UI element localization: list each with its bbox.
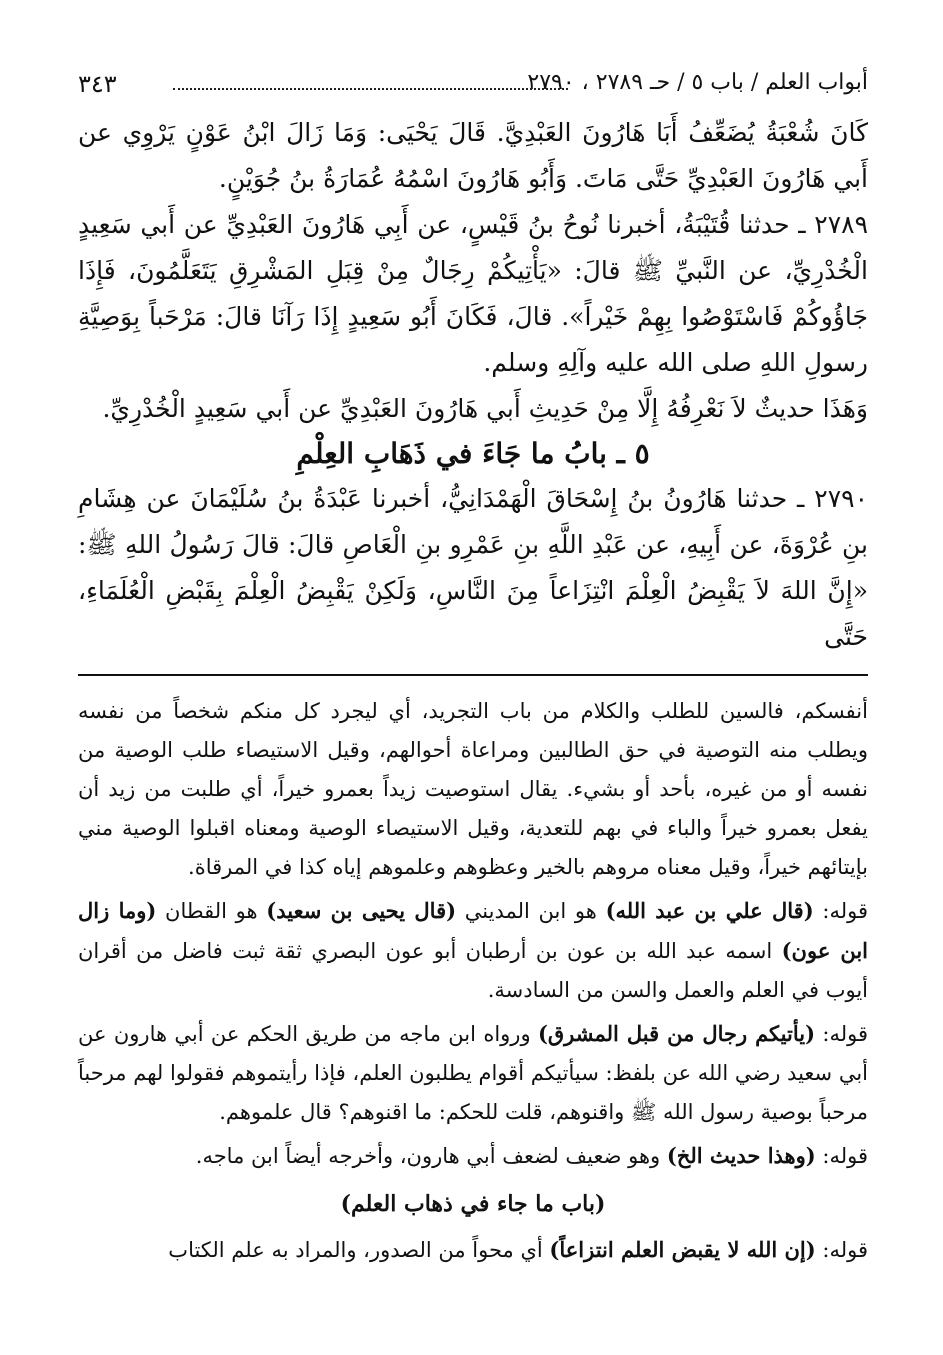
bold-quote: (وما زال ابن عون) <box>78 898 869 963</box>
bold-quote: (يأتيكم رجال من قبل المشرق) <box>537 1021 816 1046</box>
note-text: أي محواً من الصدور، والمراد به علم الكتاب <box>168 1238 550 1262</box>
hadith-2789: ٢٧٨٩ ـ حدثنا قُتَيْبَةُ، أخبرنا نُوحُ بنُ قَيْسٍ، عن أَبِي هَارُونَ العَبْدِيِّ عن أَبي سَعِيدٍ الْخُدْرِيِّ، عن النَّبيِّ ﷺ قالَ: «يَأْتِيكُمْ رِجَالٌ مِنْ قِبَلِ المَشْرِقِ يَتَعَلَّمُونَ، فَإِذَا جَاؤُوكُمْ فَاسْتَوْصُوا بِهِمْ خَيْراً». قالَ، فَكَانَ أَبُو سَعِيدٍ إِذَا رَآنَا قالَ: مَرْحَباً بِوَصِيَّةِ رسولِ اللهِ صلى الله عليه وآلِهِ وسلم. <box>78 210 868 377</box>
lead-text: قوله: <box>813 899 869 923</box>
hadith-2790: ٢٧٩٠ ـ حدثنا هَارُونُ بنُ إِسْحَاقَ الْهَمْدَانِيُّ، أخبرنا عَبْدَةُ بنُ سُلَيْمَانَ عن هِشَامِ بنِ عُرْوَةَ، عن أَبِيهِ، عن عَبْدِ اللَّهِ بنِ عَمْرِو بنِ الْعَاصِ قالَ: قالَ رَسُولُ اللهِ ﷺ: «إِنَّ اللهَ لاَ يَقْبِضُ الْعِلْمَ انْتِزَاعاً مِنَ النَّاسِ، وَلَكِنْ يَقْبِضُ الْعِلْمَ بِقَبْضِ الْعُلَمَاءِ، حَتَّى <box>78 484 868 651</box>
commentary-paragraph-1: أنفسكم، فالسين للطلب والكلام من باب التجريد، أي ليجرد كل منكم شخصاً من نفسه ويطلب منه التوصية في حق الطالبين ومراعاة أحوالهم، وقيل الاستيصاء طلب الوصية من نفسه أو من غيره، بأحد أو بشيء. يقال استوصيت زيداً بعمرو خيراً، أي طلبت من زيد أن يفعل بعمرو خيراً والباء في بهم للتعدية، وقيل الاستيصاء الوصية ومعناه اقبلوا الوصية مني بإيتائهم خيراً، وقيل معناه مروهم بالخير وعظوهم وعلموهم إياه كذا في المرقاة. <box>78 699 868 879</box>
lead-text: قوله: <box>815 1022 868 1046</box>
note-text: وهو ضعيف لضعف أبي هارون، وأخرجه أيضاً ابن ماجه. <box>195 1144 667 1168</box>
bold-quote: (إن الله لا يقبض العلم انتزاعاً) <box>549 1237 816 1262</box>
footnote-divider <box>78 674 868 676</box>
header-dotted-leader <box>173 88 568 90</box>
note-text: ورواه ابن ماجه من طريق الحكم عن أبي هارون عن أبي سعيد رضي الله عن بلفظ: سيأتيكم أقوام يطلبون العلم، فإذا رأيتموهم فقولوا لهم مرحباً مرحباً بوصية رسول الله ﷺ واقنوهم، قلت للحكم: ما اقنوهم؟ قال علموهم. <box>78 1022 868 1124</box>
book-page <box>78 66 868 1274</box>
main-text <box>78 110 868 660</box>
commentary-paragraph-4 <box>78 1136 868 1176</box>
commentary-paragraph-2 <box>78 891 868 1010</box>
lead-text: قوله: <box>815 1144 868 1168</box>
bold-quote: (وهذا حديث الخ) <box>666 1143 816 1168</box>
bold-quote: (قال يحيى بن سعيد) <box>266 898 457 923</box>
main-paragraph-1: كَانَ شُعْبَةُ يُضَعِّفُ أَبَا هَارُونَ العَبْدِيَّ. قَالَ يَحْيَى: وَمَا زَالَ ابْنُ عَوْنٍ يَرْوِي عن أَبي هَارُونَ العَبْدِيِّ حَتَّى مَاتَ. وَأَبُو هَارُونَ اسْمُهُ عُمَارَةُ بنُ جُوَيْنٍ. <box>78 118 868 193</box>
lead-text: قوله: <box>815 1238 868 1262</box>
commentary-heading: (باب ما جاء في ذهاب العلم) <box>340 1191 606 1217</box>
header-title: أبواب العلم / باب ٥ / حـ ٢٧٨٩ ، ٢٧٩٠ <box>527 70 868 95</box>
note-text: هو ابن المديني <box>456 899 606 923</box>
commentary-paragraph-3 <box>78 1014 868 1132</box>
note-text: هو القطان <box>156 899 267 923</box>
commentary-paragraph-6 <box>78 1230 868 1270</box>
chapter-heading: ٥ ـ بابُ ما جَاءَ في ذَهَابِ العِلْمِ <box>296 437 650 470</box>
running-header <box>78 66 868 110</box>
commentary <box>78 692 868 1270</box>
note-text: اسمه عبد الله بن عون بن أرطبان أبو عون البصري ثقة ثبت فاضل من أقران أيوب في العلم والعمل والسن من السادسة. <box>78 939 868 1002</box>
bold-quote: (قال علي بن عبد الله) <box>605 898 814 923</box>
page-number: ٣٤٣ <box>78 70 117 98</box>
main-paragraph-3: وَهَذَا حديثٌ لاَ نَعْرِفُهُ إِلَّا مِنْ حَدِيثِ أَبي هَارُونَ العَبْدِيِّ عن أَبي سَعِيدٍ الْخُدْرِيِّ. <box>102 394 868 423</box>
